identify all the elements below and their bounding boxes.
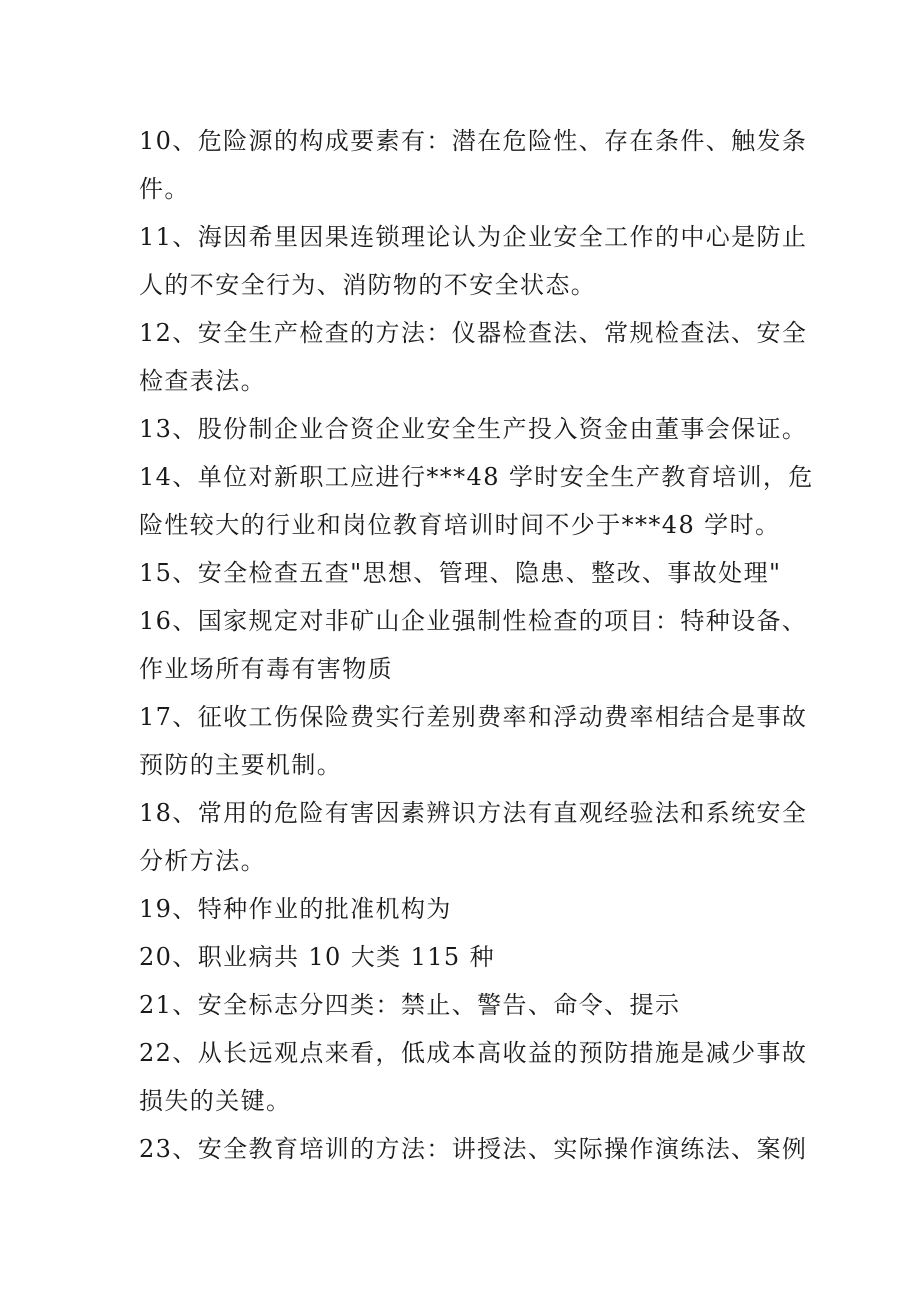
text-line-item-13: 13、股份制企业合资企业安全生产投入资金由董事会保证。	[139, 415, 808, 443]
text-line-item-16: 16、国家规定对非矿山企业强制性检查的项目：特种设备、	[139, 607, 808, 635]
text-line-item-16-cont: 作业场所有毒有害物质	[139, 655, 393, 683]
text-line-item-14-cont: 险性较大的行业和岗位教育培训时间不少于***48 学时。	[139, 511, 781, 539]
text-line-item-18: 18、常用的危险有害因素辨识方法有直观经验法和系统安全	[139, 799, 808, 827]
text-line-item-14: 14、单位对新职工应进行***48 学时安全生产教育培训，危	[139, 463, 814, 491]
text-line-item-11-cont: 人的不安全行为、消防物的不安全状态。	[139, 271, 597, 299]
text-line-item-12-cont: 检查表法。	[139, 367, 266, 395]
text-line-item-18-cont: 分析方法。	[139, 847, 266, 875]
text-line-item-23: 23、安全教育培训的方法：讲授法、实际操作演练法、案例	[139, 1135, 808, 1163]
document-body	[139, 117, 814, 1173]
text-line-item-22-cont: 损失的关键。	[139, 1087, 292, 1115]
text-line-item-15: 15、安全检查五查"思想、管理、隐患、整改、事故处理"	[139, 559, 782, 587]
text-line-item-20: 20、职业病共 10 大类 115 种	[139, 943, 496, 971]
text-line-item-19: 19、特种作业的批准机构为	[139, 895, 452, 923]
text-line-item-21: 21、安全标志分四类：禁止、警告、命令、提示	[139, 991, 681, 1019]
text-line-item-11: 11、海因希里因果连锁理论认为企业安全工作的中心是防止	[139, 223, 808, 251]
text-line-item-17-cont: 预防的主要机制。	[139, 751, 343, 779]
text-line-item-10-cont: 件。	[139, 175, 190, 203]
text-line-item-10: 10、危险源的构成要素有：潜在危险性、存在条件、触发条	[139, 127, 808, 155]
text-line-item-17: 17、征收工伤保险费实行差别费率和浮动费率相结合是事故	[139, 703, 808, 731]
text-line-item-22: 22、从长远观点来看，低成本高收益的预防措施是减少事故	[139, 1039, 808, 1067]
text-line-item-12: 12、安全生产检查的方法：仪器检查法、常规检查法、安全	[139, 319, 808, 347]
